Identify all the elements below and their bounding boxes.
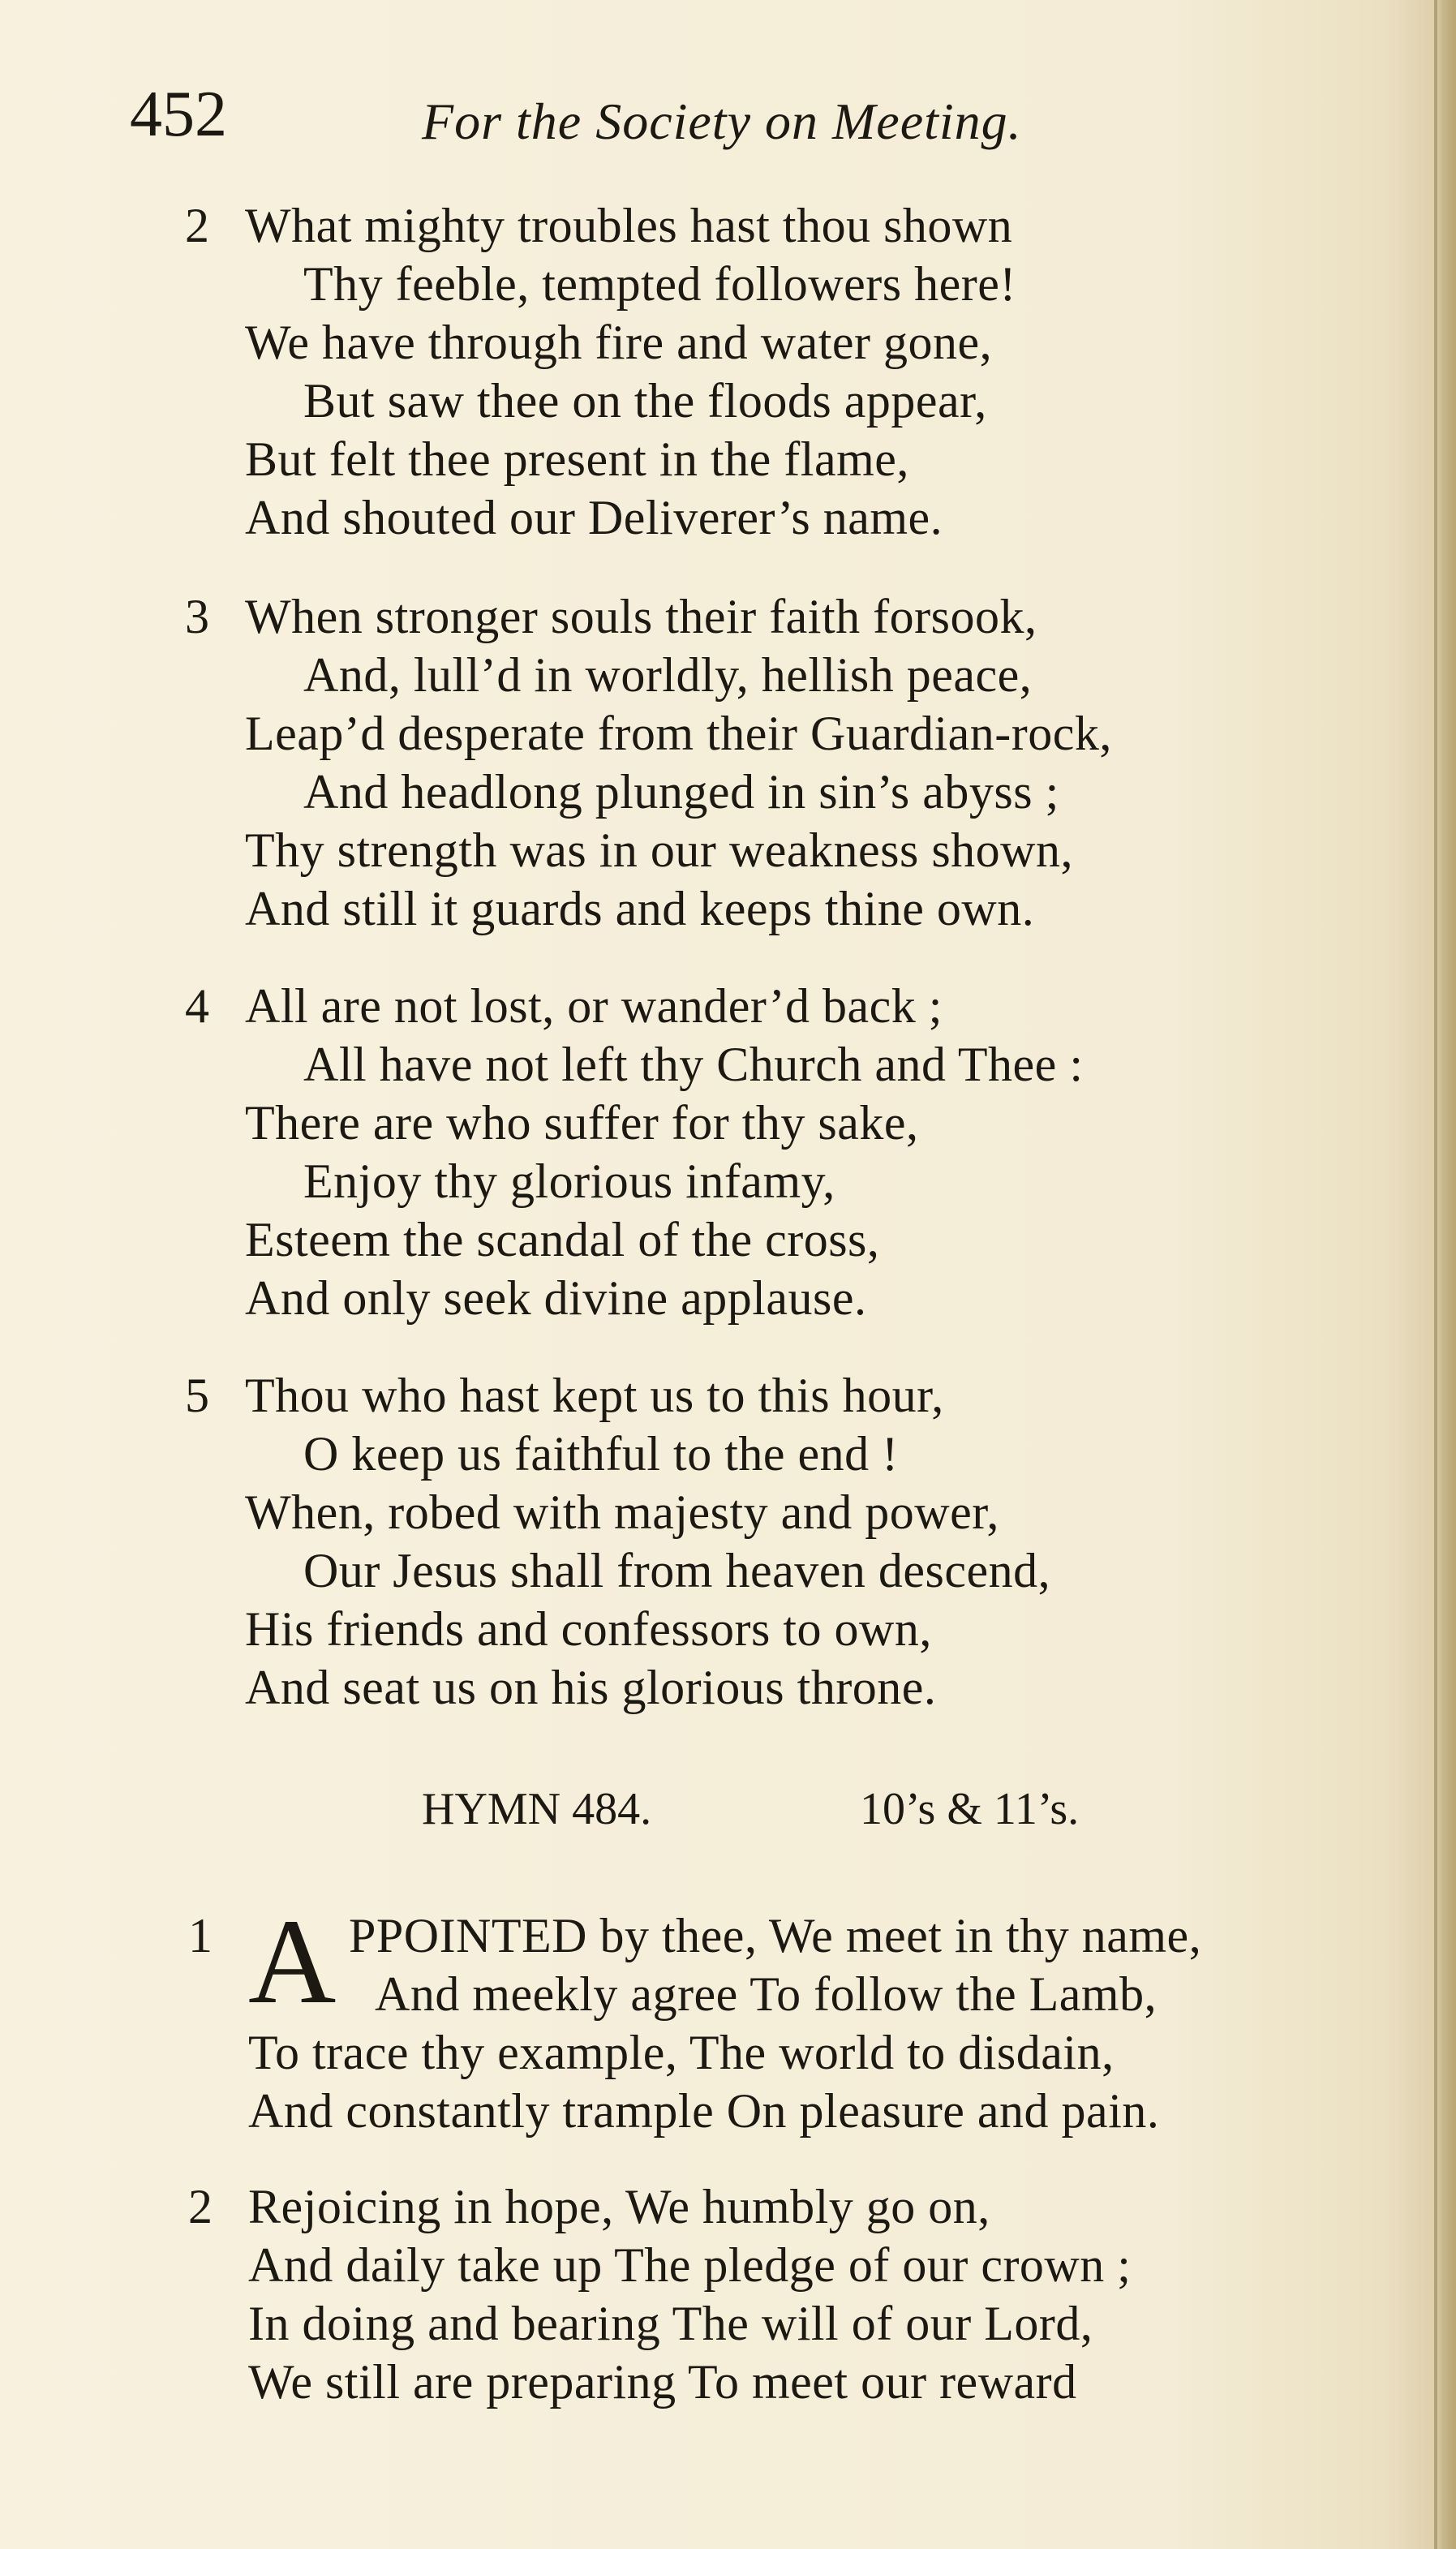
verse-line: Esteem the scandal of the cross, [245, 1213, 880, 1266]
verse-line: Our Jesus shall from heaven descend, [303, 1544, 1051, 1597]
verse-number: 2 [185, 199, 209, 252]
page-header [130, 78, 1184, 151]
hymn-heading [422, 1780, 1080, 1838]
verse-number: 4 [185, 979, 209, 1033]
verse-line: And daily take up The pledge of our crown ; [248, 2238, 1132, 2292]
verse-line: And constantly trample On pleasure and pain. [248, 2084, 1160, 2138]
verse-line: We still are preparing To meet our reward [248, 2355, 1077, 2409]
verse-line: There are who suffer for thy sake, [245, 1096, 919, 1150]
verse-line: We have through fire and water gone, [245, 316, 993, 369]
verse-line: His friends and confessors to own, [245, 1602, 932, 1656]
hymn-meter: 10’s & 11’s. [860, 1784, 1080, 1834]
verse-line: PPOINTED by thee, We meet in thy name, [349, 1909, 1202, 1962]
verse-line: Leap’d desperate from their Guardian-rock, [245, 707, 1112, 760]
verse-number: 1 [188, 1909, 213, 1962]
verse-line: Enjoy thy glorious infamy, [303, 1154, 835, 1208]
running-title: For the Society on Meeting. [422, 92, 1022, 150]
verse-line: In doing and bearing The will of our Lord, [248, 2297, 1093, 2350]
verse-line: All are not lost, or wander’d back ; [245, 979, 943, 1033]
verse-line: And still it guards and keeps thine own. [245, 882, 1035, 935]
page-number: 452 [130, 79, 227, 150]
verse-line: And meekly agree To follow the Lamb, [375, 1967, 1157, 2021]
verse-line: And seat us on his glorious throne. [245, 1661, 937, 1714]
verse-line: Thy feeble, tempted followers here! [303, 257, 1016, 311]
verse-line: And, lull’d in worldly, hellish peace, [303, 648, 1033, 702]
verse-line: When stronger souls their faith forsook, [245, 590, 1037, 643]
verse-line: All have not left thy Church and Thee : [303, 1038, 1084, 1091]
drop-cap: A [248, 1894, 337, 2029]
verse-line: And shouted our Deliverer’s name. [245, 491, 943, 544]
verse-line: To trace thy example, The world to disdain, [248, 2026, 1115, 2079]
page-edge-shadow [1435, 0, 1456, 2549]
verse-line: When, robed with majesty and power, [245, 1485, 999, 1539]
verse-line: What mighty troubles hast thou shown [245, 199, 1013, 252]
verse-number: 5 [185, 1369, 209, 1422]
verse-line: But felt thee present in the flame, [245, 432, 909, 486]
verse-line: O keep us faithful to the end ! [303, 1427, 899, 1481]
verse-number: 2 [188, 2180, 213, 2233]
verse-line: Thou who hast kept us to this hour, [245, 1369, 944, 1422]
verse-line: And only seek divine applause. [245, 1271, 867, 1325]
verse-number: 3 [185, 590, 209, 643]
verse-line: Rejoicing in hope, We humbly go on, [248, 2180, 990, 2233]
verse-line: Thy strength was in our weakness shown, [245, 823, 1074, 877]
hymn-title: HYMN 484. [422, 1784, 652, 1834]
page-edge-line [1434, 0, 1437, 2549]
verse-line: And headlong plunged in sin’s abyss ; [303, 765, 1059, 819]
verse-line: But saw thee on the floods appear, [303, 374, 987, 428]
